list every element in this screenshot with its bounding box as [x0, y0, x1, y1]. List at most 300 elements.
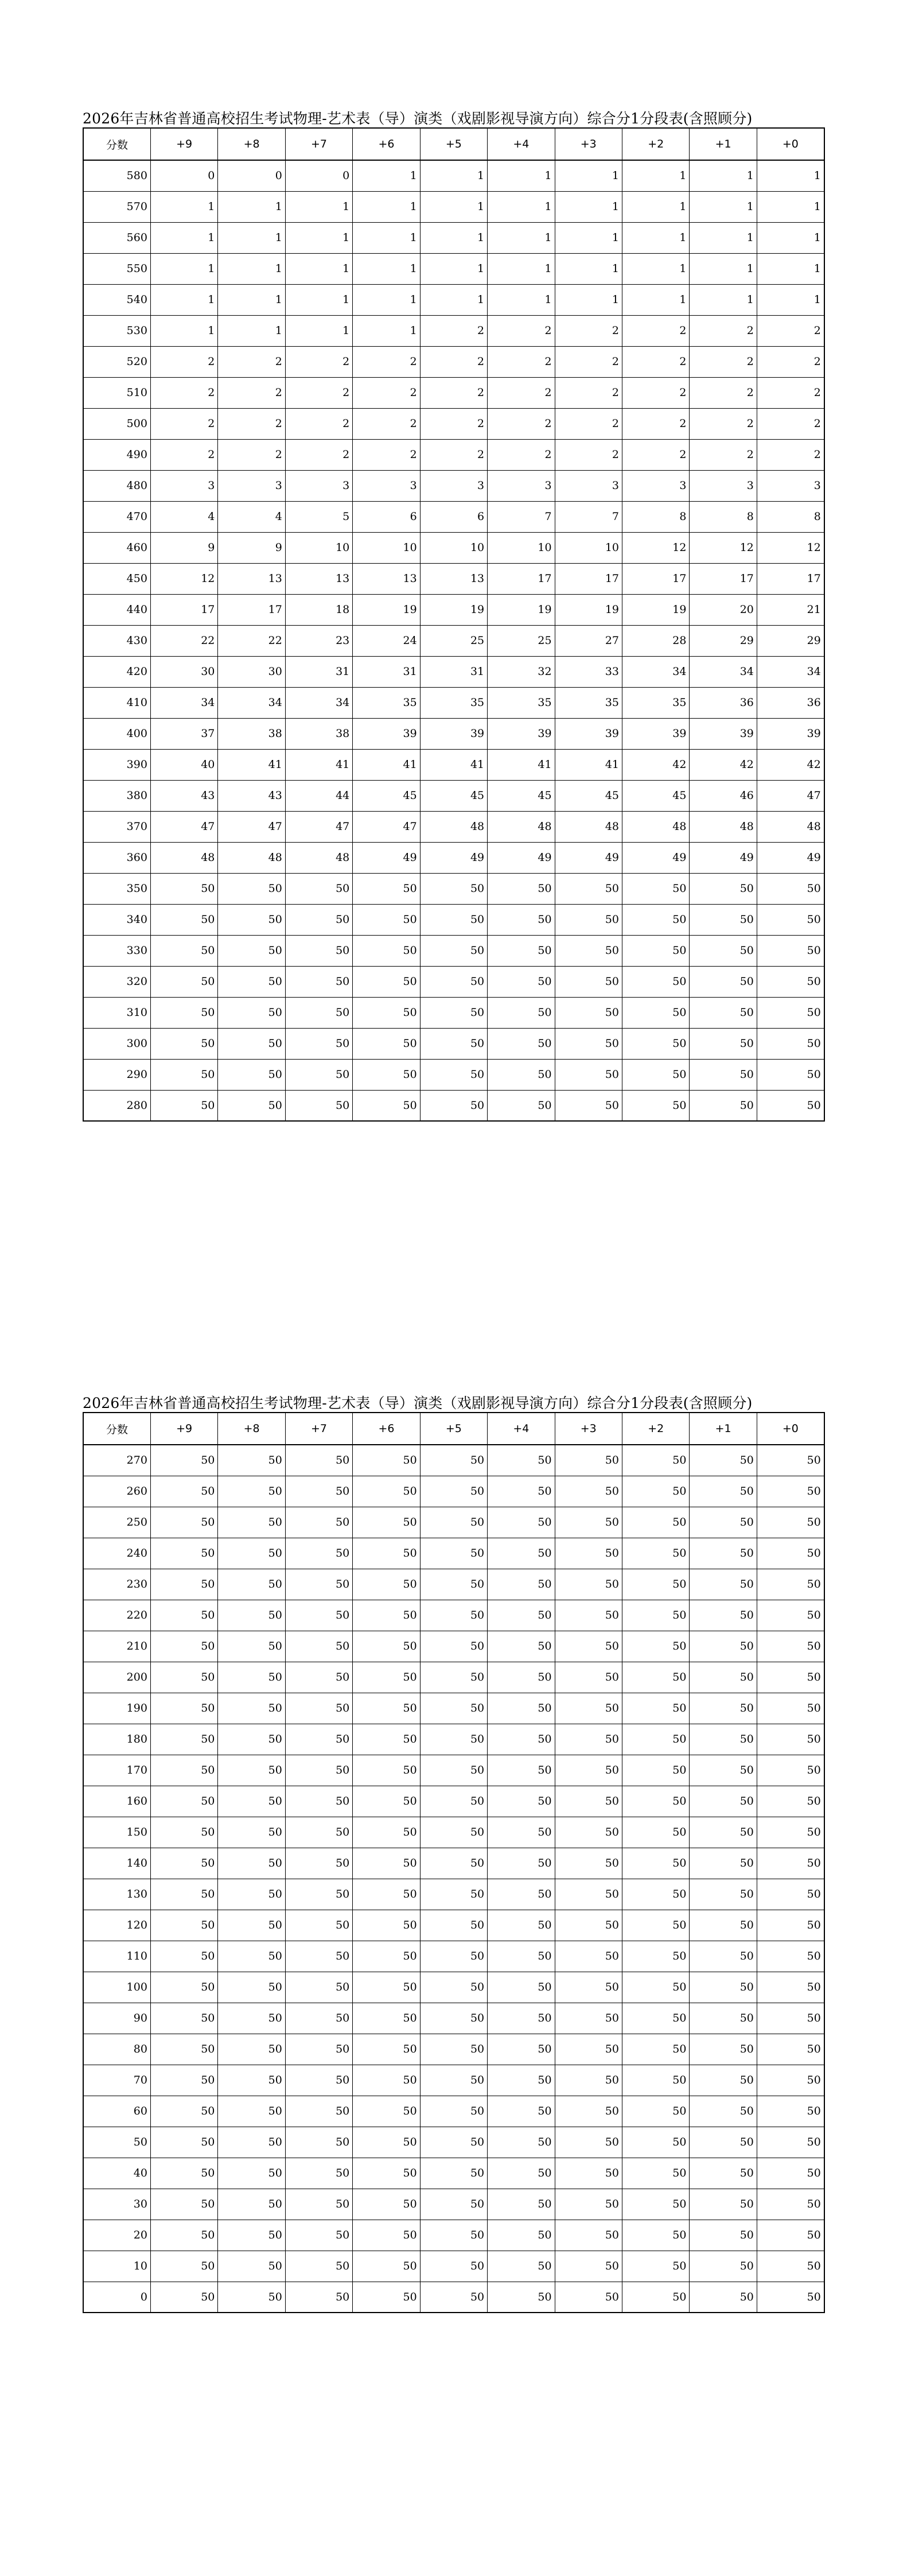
count-cell: 50 — [218, 2251, 285, 2282]
count-cell: 50 — [150, 904, 217, 935]
count-cell: 2 — [150, 377, 217, 408]
table-row — [83, 1941, 824, 1972]
score-cell: 520 — [83, 346, 150, 377]
table-row — [83, 2282, 824, 2313]
count-cell: 3 — [488, 470, 555, 501]
count-cell: 38 — [285, 718, 352, 749]
count-cell: 50 — [353, 1090, 420, 1121]
count-cell: 50 — [488, 1538, 555, 1569]
count-cell: 50 — [420, 1879, 487, 1910]
count-cell: 34 — [285, 687, 352, 718]
count-cell: 50 — [150, 1941, 217, 1972]
count-cell: 50 — [488, 1631, 555, 1662]
column-header-bonus: +6 — [353, 1413, 420, 1445]
column-header-bonus: +7 — [285, 128, 352, 160]
score-cell: 540 — [83, 284, 150, 315]
count-cell: 50 — [622, 2251, 690, 2282]
count-cell: 50 — [690, 935, 757, 966]
count-cell: 12 — [150, 563, 217, 594]
count-cell: 50 — [690, 1755, 757, 1786]
count-cell: 50 — [150, 2003, 217, 2034]
table-row — [83, 1090, 824, 1121]
count-cell: 1 — [285, 222, 352, 253]
count-cell: 50 — [690, 1786, 757, 1817]
count-cell: 1 — [488, 160, 555, 191]
count-cell: 34 — [150, 687, 217, 718]
count-cell: 50 — [218, 873, 285, 904]
table-row — [83, 1817, 824, 1848]
count-cell: 2 — [555, 346, 622, 377]
count-cell: 50 — [353, 2096, 420, 2127]
count-cell: 50 — [420, 2158, 487, 2189]
count-cell: 50 — [420, 1600, 487, 1631]
count-cell: 1 — [690, 191, 757, 222]
count-cell: 50 — [353, 1631, 420, 1662]
count-cell: 50 — [353, 873, 420, 904]
count-cell: 50 — [622, 1090, 690, 1121]
count-cell: 1 — [622, 253, 690, 284]
count-cell: 50 — [757, 997, 824, 1028]
count-cell: 50 — [150, 1538, 217, 1569]
count-cell: 50 — [285, 1476, 352, 1507]
count-cell: 1 — [622, 222, 690, 253]
count-cell: 50 — [218, 2282, 285, 2313]
count-cell: 50 — [690, 966, 757, 997]
table-row — [83, 1662, 824, 1693]
count-cell: 50 — [488, 1569, 555, 1600]
count-cell: 1 — [555, 253, 622, 284]
score-table — [83, 127, 825, 1122]
column-header-bonus: +1 — [690, 1413, 757, 1445]
score-cell: 70 — [83, 2065, 150, 2096]
count-cell: 50 — [150, 1507, 217, 1538]
count-cell: 50 — [285, 1724, 352, 1755]
count-cell: 3 — [353, 470, 420, 501]
count-cell: 50 — [285, 2127, 352, 2158]
count-cell: 50 — [218, 904, 285, 935]
count-cell: 18 — [285, 594, 352, 625]
table-row — [83, 222, 824, 253]
count-cell: 50 — [757, 2189, 824, 2220]
count-cell: 50 — [488, 1693, 555, 1724]
score-cell: 370 — [83, 811, 150, 842]
count-cell: 50 — [150, 2158, 217, 2189]
count-cell: 50 — [690, 873, 757, 904]
count-cell: 50 — [690, 1538, 757, 1569]
score-cell: 500 — [83, 408, 150, 439]
count-cell: 50 — [353, 1879, 420, 1910]
count-cell: 50 — [690, 1445, 757, 1476]
count-cell: 50 — [420, 1662, 487, 1693]
score-cell: 10 — [83, 2251, 150, 2282]
count-cell: 50 — [420, 873, 487, 904]
count-cell: 50 — [757, 1910, 824, 1941]
count-cell: 50 — [353, 1445, 420, 1476]
count-cell: 42 — [690, 749, 757, 780]
count-cell: 50 — [690, 1879, 757, 1910]
count-cell: 50 — [285, 1941, 352, 1972]
count-cell: 2 — [622, 315, 690, 346]
score-cell: 0 — [83, 2282, 150, 2313]
score-cell: 90 — [83, 2003, 150, 2034]
count-cell: 2 — [420, 439, 487, 470]
count-cell: 39 — [488, 718, 555, 749]
count-cell: 50 — [757, 1445, 824, 1476]
count-cell: 50 — [690, 2034, 757, 2065]
table-row — [83, 625, 824, 656]
count-cell: 38 — [218, 718, 285, 749]
table-row — [83, 594, 824, 625]
column-header-bonus: +8 — [218, 128, 285, 160]
column-header-bonus: +2 — [622, 1413, 690, 1445]
count-cell: 50 — [488, 1817, 555, 1848]
table-body — [83, 160, 824, 1121]
count-cell: 1 — [690, 253, 757, 284]
count-cell: 50 — [150, 1910, 217, 1941]
table-row — [83, 1569, 824, 1600]
count-cell: 50 — [218, 1755, 285, 1786]
table-row — [83, 315, 824, 346]
count-cell: 50 — [150, 2034, 217, 2065]
count-cell: 50 — [150, 1879, 217, 1910]
count-cell: 50 — [285, 1693, 352, 1724]
table-row — [83, 253, 824, 284]
table-row — [83, 811, 824, 842]
count-cell: 3 — [690, 470, 757, 501]
count-cell: 50 — [555, 1538, 622, 1569]
count-cell: 50 — [555, 904, 622, 935]
count-cell: 1 — [757, 284, 824, 315]
count-cell: 2 — [488, 346, 555, 377]
count-cell: 50 — [622, 1507, 690, 1538]
count-cell: 48 — [150, 842, 217, 873]
count-cell: 36 — [690, 687, 757, 718]
count-cell: 50 — [690, 2096, 757, 2127]
count-cell: 50 — [353, 2282, 420, 2313]
count-cell: 1 — [488, 284, 555, 315]
count-cell: 50 — [757, 1972, 824, 2003]
count-cell: 50 — [757, 2065, 824, 2096]
column-header-bonus: +9 — [150, 1413, 217, 1445]
score-cell: 340 — [83, 904, 150, 935]
count-cell: 8 — [757, 501, 824, 532]
count-cell: 50 — [622, 904, 690, 935]
count-cell: 50 — [420, 2251, 487, 2282]
count-cell: 7 — [488, 501, 555, 532]
count-cell: 50 — [353, 2251, 420, 2282]
count-cell: 50 — [285, 1848, 352, 1879]
count-cell: 50 — [420, 1848, 487, 1879]
count-cell: 45 — [555, 780, 622, 811]
score-cell: 270 — [83, 1445, 150, 1476]
count-cell: 50 — [420, 1755, 487, 1786]
count-cell: 42 — [622, 749, 690, 780]
count-cell: 35 — [555, 687, 622, 718]
count-cell: 45 — [488, 780, 555, 811]
count-cell: 50 — [150, 1848, 217, 1879]
table-row — [83, 1786, 824, 1817]
count-cell: 50 — [218, 2065, 285, 2096]
count-cell: 2 — [488, 315, 555, 346]
count-cell: 1 — [353, 253, 420, 284]
count-cell: 1 — [285, 284, 352, 315]
count-cell: 2 — [488, 377, 555, 408]
score-cell: 280 — [83, 1090, 150, 1121]
count-cell: 1 — [690, 160, 757, 191]
count-cell: 1 — [353, 222, 420, 253]
count-cell: 49 — [757, 842, 824, 873]
table-body — [83, 1445, 824, 2313]
count-cell: 50 — [488, 1724, 555, 1755]
count-cell: 10 — [555, 532, 622, 563]
count-cell: 50 — [622, 1724, 690, 1755]
count-cell: 50 — [555, 1445, 622, 1476]
count-cell: 33 — [555, 656, 622, 687]
count-cell: 50 — [488, 935, 555, 966]
count-cell: 50 — [757, 1786, 824, 1817]
score-cell: 160 — [83, 1786, 150, 1817]
count-cell: 2 — [150, 408, 217, 439]
count-cell: 50 — [285, 2189, 352, 2220]
table-row — [83, 2127, 824, 2158]
count-cell: 50 — [622, 1941, 690, 1972]
count-cell: 50 — [757, 1090, 824, 1121]
count-cell: 3 — [150, 470, 217, 501]
count-cell: 2 — [150, 346, 217, 377]
count-cell: 48 — [757, 811, 824, 842]
count-cell: 50 — [150, 1059, 217, 1090]
count-cell: 1 — [488, 253, 555, 284]
table-row — [83, 2096, 824, 2127]
count-cell: 17 — [150, 594, 217, 625]
count-cell: 19 — [353, 594, 420, 625]
count-cell: 50 — [218, 997, 285, 1028]
count-cell: 50 — [488, 873, 555, 904]
table-row — [83, 935, 824, 966]
count-cell: 50 — [555, 2003, 622, 2034]
count-cell: 50 — [488, 1848, 555, 1879]
count-cell: 19 — [488, 594, 555, 625]
score-cell: 400 — [83, 718, 150, 749]
count-cell: 1 — [218, 315, 285, 346]
score-cell: 560 — [83, 222, 150, 253]
count-cell: 50 — [757, 2251, 824, 2282]
count-cell: 47 — [353, 811, 420, 842]
count-cell: 50 — [622, 1817, 690, 1848]
count-cell: 50 — [353, 904, 420, 935]
count-cell: 50 — [150, 2189, 217, 2220]
count-cell: 1 — [488, 191, 555, 222]
count-cell: 7 — [555, 501, 622, 532]
score-cell: 290 — [83, 1059, 150, 1090]
count-cell: 50 — [353, 1910, 420, 1941]
count-cell: 50 — [690, 2127, 757, 2158]
count-cell: 1 — [420, 160, 487, 191]
count-cell: 50 — [150, 997, 217, 1028]
count-cell: 50 — [488, 1059, 555, 1090]
table-row — [83, 1631, 824, 1662]
count-cell: 50 — [622, 1910, 690, 1941]
count-cell: 50 — [622, 1631, 690, 1662]
count-cell: 50 — [150, 1090, 217, 1121]
count-cell: 50 — [622, 935, 690, 966]
count-cell: 50 — [218, 1724, 285, 1755]
score-cell: 240 — [83, 1538, 150, 1569]
count-cell: 50 — [690, 2282, 757, 2313]
count-cell: 50 — [488, 2096, 555, 2127]
count-cell: 2 — [622, 346, 690, 377]
count-cell: 20 — [690, 594, 757, 625]
count-cell: 50 — [218, 1476, 285, 1507]
count-cell: 50 — [555, 873, 622, 904]
count-cell: 2 — [555, 315, 622, 346]
table-row — [83, 2189, 824, 2220]
count-cell: 10 — [353, 532, 420, 563]
score-table — [83, 1412, 825, 2313]
count-cell: 37 — [150, 718, 217, 749]
count-cell: 50 — [690, 2251, 757, 2282]
count-cell: 50 — [353, 1059, 420, 1090]
count-cell: 50 — [285, 2065, 352, 2096]
count-cell: 2 — [757, 346, 824, 377]
count-cell: 50 — [622, 2127, 690, 2158]
count-cell: 50 — [690, 1569, 757, 1600]
count-cell: 50 — [353, 966, 420, 997]
count-cell: 8 — [690, 501, 757, 532]
count-cell: 50 — [757, 1631, 824, 1662]
count-cell: 50 — [690, 2189, 757, 2220]
count-cell: 50 — [622, 2282, 690, 2313]
count-cell: 45 — [420, 780, 487, 811]
count-cell: 50 — [757, 1028, 824, 1059]
table-row — [83, 1507, 824, 1538]
count-cell: 50 — [757, 1755, 824, 1786]
count-cell: 2 — [353, 439, 420, 470]
count-cell: 50 — [420, 1569, 487, 1600]
count-cell: 50 — [353, 2127, 420, 2158]
table-row — [83, 1724, 824, 1755]
column-header-bonus: +6 — [353, 128, 420, 160]
count-cell: 1 — [690, 284, 757, 315]
count-cell: 2 — [690, 315, 757, 346]
count-cell: 50 — [555, 1569, 622, 1600]
count-cell: 50 — [353, 1724, 420, 1755]
column-header-score: 分数 — [83, 1413, 150, 1445]
count-cell: 50 — [218, 1941, 285, 1972]
count-cell: 50 — [353, 935, 420, 966]
count-cell: 12 — [757, 532, 824, 563]
count-cell: 41 — [555, 749, 622, 780]
column-header-bonus: +1 — [690, 128, 757, 160]
count-cell: 3 — [218, 470, 285, 501]
table-row — [83, 1028, 824, 1059]
count-cell: 17 — [218, 594, 285, 625]
count-cell: 50 — [690, 997, 757, 1028]
score-cell: 420 — [83, 656, 150, 687]
count-cell: 50 — [353, 1569, 420, 1600]
count-cell: 50 — [353, 1941, 420, 1972]
count-cell: 2 — [420, 377, 487, 408]
count-cell: 6 — [420, 501, 487, 532]
count-cell: 50 — [488, 1600, 555, 1631]
count-cell: 50 — [488, 1755, 555, 1786]
column-header-bonus: +5 — [420, 128, 487, 160]
table-row — [83, 904, 824, 935]
count-cell: 2 — [420, 315, 487, 346]
count-cell: 50 — [353, 1662, 420, 1693]
count-cell: 50 — [757, 2220, 824, 2251]
count-cell: 2 — [690, 439, 757, 470]
score-cell: 60 — [83, 2096, 150, 2127]
count-cell: 50 — [622, 1693, 690, 1724]
count-cell: 50 — [690, 1028, 757, 1059]
count-cell: 50 — [420, 2034, 487, 2065]
count-cell: 50 — [622, 1879, 690, 1910]
score-cell: 130 — [83, 1879, 150, 1910]
score-cell: 230 — [83, 1569, 150, 1600]
count-cell: 50 — [150, 1662, 217, 1693]
count-cell: 50 — [150, 1476, 217, 1507]
count-cell: 34 — [690, 656, 757, 687]
count-cell: 2 — [690, 408, 757, 439]
count-cell: 1 — [218, 284, 285, 315]
count-cell: 2 — [285, 439, 352, 470]
count-cell: 50 — [757, 1724, 824, 1755]
count-cell: 50 — [757, 1569, 824, 1600]
count-cell: 1 — [285, 253, 352, 284]
count-cell: 1 — [420, 191, 487, 222]
count-cell: 50 — [488, 2034, 555, 2065]
count-cell: 1 — [218, 253, 285, 284]
count-cell: 50 — [622, 2220, 690, 2251]
count-cell: 2 — [150, 439, 217, 470]
count-cell: 17 — [622, 563, 690, 594]
count-cell: 35 — [488, 687, 555, 718]
count-cell: 50 — [555, 935, 622, 966]
score-cell: 200 — [83, 1662, 150, 1693]
table-row — [83, 346, 824, 377]
count-cell: 50 — [420, 1445, 487, 1476]
count-cell: 1 — [555, 191, 622, 222]
count-cell: 50 — [622, 1848, 690, 1879]
count-cell: 32 — [488, 656, 555, 687]
column-header-score: 分数 — [83, 128, 150, 160]
count-cell: 50 — [420, 2189, 487, 2220]
count-cell: 2 — [757, 377, 824, 408]
count-cell: 2 — [218, 377, 285, 408]
count-cell: 50 — [353, 1817, 420, 1848]
table-row — [83, 408, 824, 439]
count-cell: 50 — [150, 966, 217, 997]
count-cell: 41 — [488, 749, 555, 780]
count-cell: 50 — [420, 1631, 487, 1662]
table-row — [83, 439, 824, 470]
count-cell: 2 — [420, 346, 487, 377]
count-cell: 50 — [757, 2158, 824, 2189]
count-cell: 50 — [420, 2282, 487, 2313]
column-header-bonus: +0 — [757, 1413, 824, 1445]
score-cell: 260 — [83, 1476, 150, 1507]
table-title: 2026年吉林省普通高校招生考试物理-艺术表（导）演类（戏剧影视导演方向）综合分1分段表(含照顾分) — [83, 1395, 753, 1411]
count-cell: 41 — [420, 749, 487, 780]
count-cell: 50 — [555, 1631, 622, 1662]
count-cell: 25 — [420, 625, 487, 656]
score-cell: 350 — [83, 873, 150, 904]
count-cell: 2 — [757, 439, 824, 470]
count-cell: 48 — [420, 811, 487, 842]
count-cell: 50 — [555, 1755, 622, 1786]
score-cell: 40 — [83, 2158, 150, 2189]
